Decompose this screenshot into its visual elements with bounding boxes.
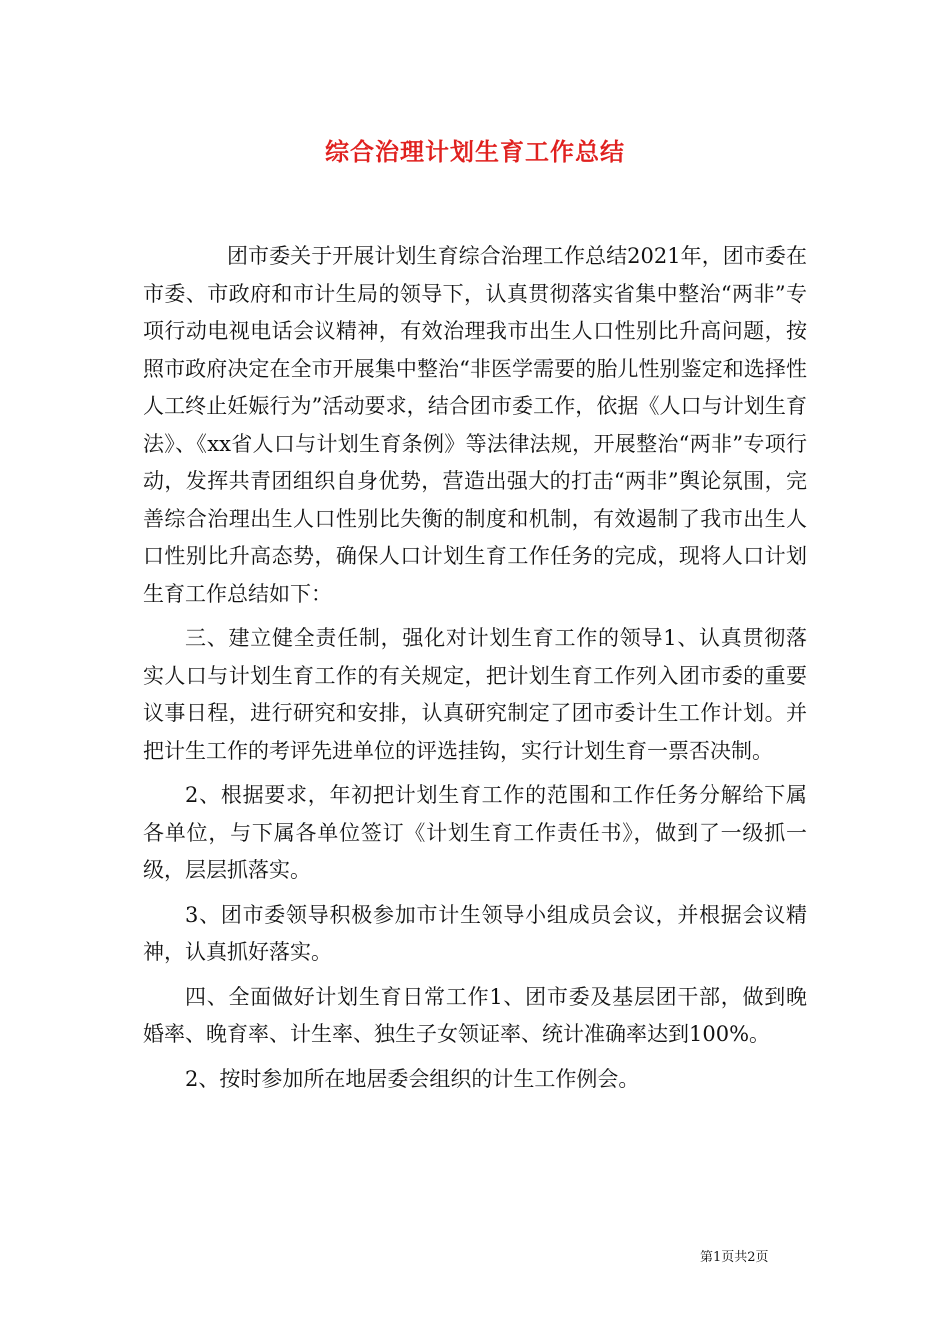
paragraph-item-3: 3、团市委领导积极参加市计生领导小组成员会议，并根据会议精神，认真抓好落实。 xyxy=(143,902,807,964)
page-number: 第1页共2页 xyxy=(700,1250,769,1265)
document-body xyxy=(143,238,807,1105)
document-title: 综合治理计划生育工作总结 xyxy=(325,138,625,166)
paragraph-section-4: 四、全面做好计划生育日常工作1、团市委及基层团干部，做到晚婚率、晚育率、计生率、独生子女领证率、统计准确率达到100%。 xyxy=(143,984,807,1046)
paragraph-intro: 团市委关于开展计划生育综合治理工作总结2021年，团市委在市委、市政府和市计生局的领导下，认真贯彻落实省集中整治“两非”专项行动电视电话会议精神，有效治理我市出生人口性别比升高问题，按照市政府决定在全市开展集中整治“非医学需要的胎儿性别鉴定和选择性人工终止妊娠行为”活动要求，结合团市委工作，依据《人口与计划生育法》、《xx省人口与计划生育条例》等法律法规，开展整治“两非”专项行动，发挥共青团组织自身优势，营造出强大的打击“两非”舆论氛围，完善综合治理出生人口性别比失衡的制度和机制，有效遏制了我市出生人口性别比升高态势，确保人口计划生育工作任务的完成，现将人口计划生育工作总结如下： xyxy=(143,244,807,606)
paragraph-item-2: 2、根据要求，年初把计划生育工作的范围和工作任务分解给下属各单位，与下属各单位签订《计划生育工作责任书》，做到了一级抓一级，层层抓落实。 xyxy=(143,783,807,882)
paragraph-section-3: 三、建立健全责任制，强化对计划生育工作的领导1、认真贯彻落实人口与计划生育工作的有关规定，把计划生育工作列入团市委的重要议事日程，进行研究和安排，认真研究制定了团市委计生工作计划。并把计生工作的考评先进单位的评选挂钩，实行计划生育一票否决制。 xyxy=(143,626,807,763)
paragraph-item-2b: 2、按时参加所在地居委会组织的计生工作例会。 xyxy=(185,1066,640,1091)
